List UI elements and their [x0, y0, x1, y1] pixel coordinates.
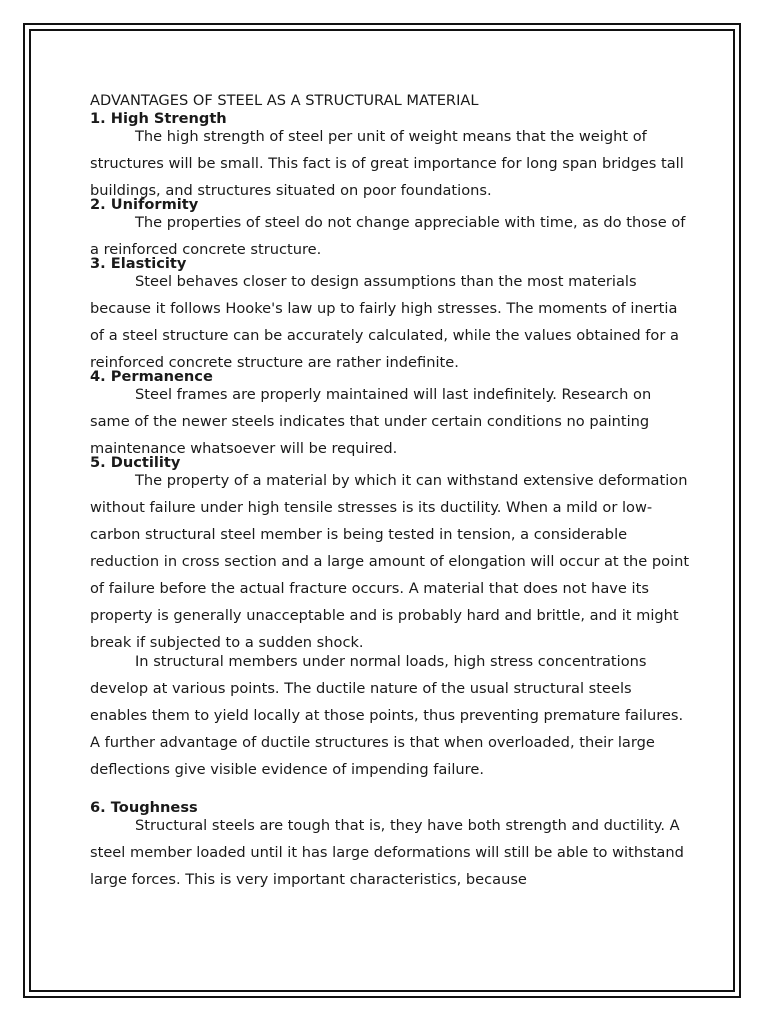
section-paragraph: The property of a material by which it can withstand extensive deformation without failure under high tensile stresses is its ductility. When a mild or low-carbon structural steel member is being tested in tension, a considerable reduction in cross section and a large amount of elongation will occur at the point of failure before the actual fracture occurs. A material that does not have its property is generally unacceptable and is probably hard and brittle, and it might break if subjected to a sudden shock. [90, 472, 690, 651]
section-heading: 3. Elasticity [90, 255, 187, 272]
section-heading: 6. Toughness [90, 799, 198, 816]
section-paragraph: The properties of steel do not change appreciable with time, as do those of a reinforced concrete structure. [90, 214, 686, 258]
section-paragraph: Steel behaves closer to design assumptions than the most materials because it follows Hooke's law up to fairly high stresses. The moments of inertia of a steel structure can be accurately calculated, while the values obtained for a reinforced concrete structure are rather indefinite. [90, 273, 679, 371]
section-heading: 1. High Strength [90, 110, 227, 127]
section-paragraph: In structural members under normal loads, high stress concentrations develop at various points. The ductile nature of the usual structural steels enables them to yield locally at those points, thus preventing premature failures. A further advantage of ductile structures is that when overloaded, their large deflections give visible evidence of impending failure. [90, 653, 684, 778]
section-heading: 4. Permanence [90, 368, 213, 385]
document-body [90, 92, 690, 893]
section-permanence [90, 368, 690, 462]
section-paragraph: Structural steels are tough that is, they have both strength and ductility. A steel member loaded until it has large deformations will still be able to withstand large forces. This is very important characteristics, because [90, 817, 684, 888]
section-toughness [90, 799, 690, 893]
section-high-strength [90, 110, 690, 204]
section-heading: 2. Uniformity [90, 196, 199, 213]
section-elasticity [90, 255, 690, 376]
section-heading: 5. Ductility [90, 454, 181, 471]
section-ductility [90, 454, 690, 783]
section-paragraph: The high strength of steel per unit of weight means that the weight of structures will be small. This fact is of great importance for long span bridges tall buildings, and structures situated on poor foundations. [90, 128, 684, 199]
document-title: ADVANTAGES OF STEEL AS A STRUCTURAL MATERIAL [90, 92, 479, 109]
section-spacer [90, 783, 690, 799]
section-uniformity [90, 196, 690, 263]
section-paragraph: Steel frames are properly maintained will last indefinitely. Research on same of the newer steels indicates that under certain conditions no painting maintenance whatsoever will be required. [90, 386, 652, 457]
